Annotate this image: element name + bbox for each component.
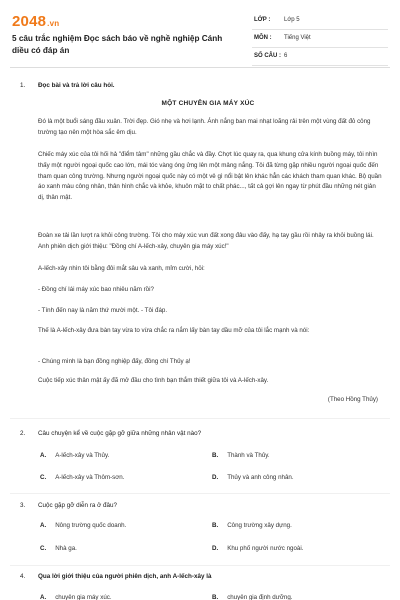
answer-option[interactable] (212, 545, 303, 552)
question-number: 4. (20, 573, 26, 580)
answer-option[interactable] (212, 452, 270, 459)
meta-row-class (252, 12, 388, 30)
option-text: A-lếch-xây và Thủy. (55, 452, 110, 459)
story-author: (Theo Hồng Thủy) (327, 396, 378, 403)
option-letter: D. (212, 474, 219, 481)
logo-text: 2048 (12, 13, 47, 30)
option-letter: D. (212, 545, 219, 552)
answer-option[interactable] (212, 522, 292, 529)
option-text: Nông trường quốc doanh. (55, 522, 127, 529)
question-divider (10, 565, 390, 566)
option-letter: B. (212, 594, 219, 600)
answer-option[interactable] (212, 474, 294, 481)
story-paragraph: - Đồng chí lái máy xúc bao nhiêu năm rồi? (38, 286, 154, 293)
option-letter: A. (40, 522, 47, 529)
option-text: Thành và Thủy. (227, 452, 270, 459)
story-paragraph: A-lếch-xây nhìn tôi bằng đôi mắt sâu và xanh, mỉm cười, hỏi: (38, 265, 205, 272)
question-divider (10, 493, 390, 494)
option-text: Khu phố người nước ngoài. (227, 545, 304, 552)
meta-value: 6 (284, 53, 288, 59)
option-letter: B. (212, 522, 219, 529)
question-number: 3. (20, 502, 26, 509)
meta-table (252, 12, 388, 66)
question-divider (10, 418, 390, 419)
option-letter: A. (40, 594, 47, 600)
option-letter: C. (40, 545, 47, 552)
question-text: Câu chuyện kể về cuộc gặp gỡ giữa những nhân vật nào? (38, 430, 202, 437)
logo-suffix: .vn (47, 19, 60, 28)
document-title: 5 câu trắc nghiệm Đọc sách báo về nghề nghiệp Cánh diều có đáp án (12, 34, 223, 55)
option-letter: B. (212, 452, 219, 459)
answer-option[interactable] (40, 594, 112, 600)
option-text: A-lếch-xây và Thôm-sơn. (55, 474, 125, 481)
story-paragraph: - Tính đến nay là năm thứ mười một. - Tôi đáp. (38, 307, 168, 314)
option-letter: A. (40, 452, 47, 459)
answer-option[interactable] (40, 545, 77, 552)
question-number: 2. (20, 430, 26, 437)
meta-label: SỐ CÂU : (254, 53, 281, 59)
option-text: Công trường xây dựng. (227, 522, 292, 529)
story-title: MỘT CHUYÊN GIA MÁY XÚC (161, 100, 255, 107)
story-paragraph: - Chúng mình là bạn đồng nghiệp đấy, đồng chí Thủy ạ! (38, 358, 191, 365)
question-number: 1. (20, 82, 26, 89)
page-header (0, 0, 400, 64)
header-divider (10, 67, 390, 68)
answer-option[interactable] (40, 522, 126, 529)
story-paragraph: Cuộc tiếp xúc thân mật ấy đã mở đầu cho tình bạn thắm thiết giữa tôi và A-lếch-xây. (38, 377, 269, 384)
meta-label: LỚP : (254, 17, 271, 23)
meta-label: MÔN : (254, 35, 272, 41)
option-text: Nhà ga. (55, 545, 77, 552)
option-text: chuyên gia máy xúc. (55, 594, 112, 600)
answer-option[interactable] (40, 452, 109, 459)
meta-value: Lớp 5 (284, 17, 300, 23)
option-text: Thủy và anh công nhân. (227, 474, 294, 481)
answer-option[interactable] (40, 474, 124, 481)
story-paragraph: Chiếc máy xúc của tôi hối hả "điểm tâm" những gầu chắc và đầy. Chợt lúc quay ra, qua khung cửa kính buồng máy, tôi nhìn thấy một người ngoại quốc cao lớn, mái tóc vàng óng ửng lên một mảng nắng. Tôi đã từng gặp nhiều người ngoại quốc đến tham quan công trường. Nhưng người ngoại quốc này có một vẻ gì nổi bật lên khác hẳn các khách tham quan khác. Bộ quần áo xanh màu công nhân, thân hình chắc và khỏe, khuôn mặt to chất phác..., tất cả gợi lên ngay từ phút đầu những nét giản dị, thân mật. (38, 151, 382, 202)
question-text: Đọc bài và trả lời câu hỏi. (38, 82, 115, 89)
story-paragraph: Đoàn xe tải lần lượt ra khỏi công trường. Tôi cho máy xúc vun đất xong đâu vào đấy, hạ tay gầu rồi nhảy ra khỏi buồng lái. Anh phiên dịch giới thiệu: "Đồng chí A-lếch-xây, chuyên gia máy xúc!" (38, 232, 374, 250)
story-paragraph: Thế là A-lếch-xây đưa bàn tay vừa to vừa chắc ra nắm lấy bàn tay dầu mỡ của tôi lắc mạnh và nói: (38, 327, 310, 334)
question-text: Cuộc gặp gỡ diễn ra ở đâu? (38, 502, 117, 509)
meta-row-count (252, 48, 388, 66)
meta-value: Tiếng Việt (284, 35, 311, 41)
option-letter: C. (40, 474, 47, 481)
answer-option[interactable] (212, 594, 293, 600)
question-text: Qua lời giới thiệu của người phiên dịch, anh A-lếch-xây là (38, 573, 212, 580)
story-paragraph: Đó là một buổi sáng đầu xuân. Trời đẹp. Gió nhẹ và hơi lạnh. Ánh nắng ban mai nhạt loãng rải trên một vùng đất đỏ công trường tạo nên một hòa sắc êm dịu. (38, 118, 371, 136)
option-text: chuyên gia định dưỡng. (227, 594, 293, 600)
site-logo[interactable] (12, 13, 59, 30)
meta-row-subject (252, 30, 388, 48)
